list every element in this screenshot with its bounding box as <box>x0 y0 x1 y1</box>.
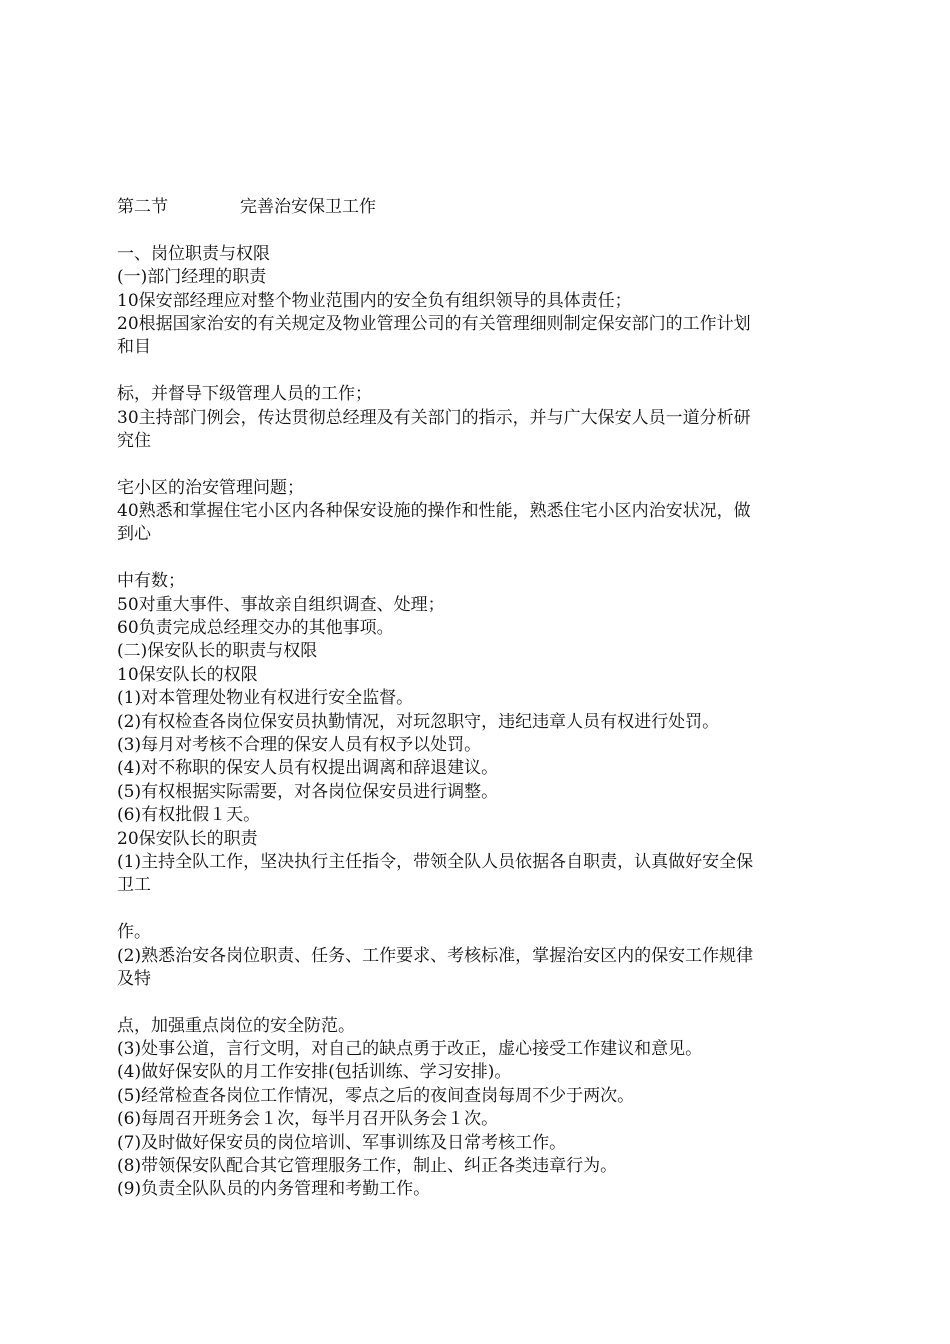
blank-line <box>117 547 847 570</box>
text-line: 到心 <box>117 524 151 545</box>
blank-line <box>117 219 847 242</box>
blank-line <box>117 898 847 921</box>
text-line: 10保安部经理应对整个物业范围内的安全负有组织领导的具体责任； <box>117 290 632 311</box>
section-title: 完善治安保卫工作 <box>240 197 376 217</box>
document-body <box>117 196 847 1202</box>
text-line: (4)做好保安队的月工作安排(包括训练、学习安排)。 <box>117 1062 512 1083</box>
text-line: (2)熟悉治安各岗位职责、任务、工作要求、考核标准，掌握治安区内的保安工作规律 <box>117 945 754 966</box>
text-line: (3)每月对考核不合理的保安人员有权予以处罚。 <box>117 734 482 755</box>
text-line: 宅小区的治安管理问题； <box>117 477 304 498</box>
text-line: 10保安队长的权限 <box>117 664 258 685</box>
text-line: (7)及时做好保安员的岗位培训、军事训练及日常考核工作。 <box>117 1132 567 1153</box>
text-line: 20保安队长的职责 <box>117 828 258 849</box>
text-line: 一、岗位职责与权限 <box>117 243 270 264</box>
text-line: (4)对不称职的保安人员有权提出调离和辞退建议。 <box>117 758 499 779</box>
text-line: (8)带领保安队配合其它管理服务工作，制止、纠正各类违章行为。 <box>117 1156 618 1177</box>
text-line: (一)部门经理的职责 <box>117 267 267 288</box>
text-line: 标，并督导下级管理人员的工作； <box>117 384 372 405</box>
text-line: (5)经常检查各岗位工作情况，零点之后的夜间查岗每周不少于两次。 <box>117 1085 635 1106</box>
text-line: 卫工 <box>117 875 151 896</box>
text-line: 究住 <box>117 430 151 451</box>
text-line: 中有数； <box>117 571 185 592</box>
text-line: (二)保安队长的职责与权限 <box>117 641 318 662</box>
text-line: 作。 <box>117 922 151 943</box>
blank-line <box>117 360 847 383</box>
text-line: (2)有权检查各岗位保安员执勤情况，对玩忽职守，违纪违章人员有权进行处罚。 <box>117 711 720 732</box>
text-line: 60负责完成总经理交办的其他事项。 <box>117 618 394 639</box>
blank-line <box>117 991 847 1014</box>
text-line: (9)负责全队队员的内务管理和考勤工作。 <box>117 1179 431 1200</box>
text-line: 50对重大事件、事故亲自组织调查、处理； <box>117 594 445 615</box>
text-line: 及特 <box>117 968 151 989</box>
section-number: 第二节 <box>117 197 168 217</box>
section-heading <box>117 196 847 219</box>
text-line: (6)有权批假１天。 <box>117 805 261 826</box>
text-line: (1)主持全队工作，坚决执行主任指令，带领全队人员依据各自职责，认真做好安全保 <box>117 851 754 872</box>
text-line: 20根据国家治安的有关规定及物业管理公司的有关管理细则制定保安部门的工作计划 <box>117 313 751 334</box>
text-line: (1)对本管理处物业有权进行安全监督。 <box>117 688 414 709</box>
text-line: 点，加强重点岗位的安全防范。 <box>117 1015 355 1036</box>
text-line: 40熟悉和掌握住宅小区内各种保安设施的操作和性能，熟悉住宅小区内治安状况，做 <box>117 501 751 522</box>
blank-line <box>117 453 847 476</box>
text-line: 30主持部门例会，传达贯彻总经理及有关部门的指示，并与广大保安人员一道分析研 <box>117 407 751 428</box>
text-line: 和目 <box>117 337 151 358</box>
text-line: (5)有权根据实际需要，对各岗位保安员进行调整。 <box>117 781 499 802</box>
text-line: (3)处事公道，言行文明，对自己的缺点勇于改正，虚心接受工作建议和意见。 <box>117 1039 703 1060</box>
text-line: (6)每周召开班务会１次，每半月召开队务会１次。 <box>117 1109 499 1130</box>
